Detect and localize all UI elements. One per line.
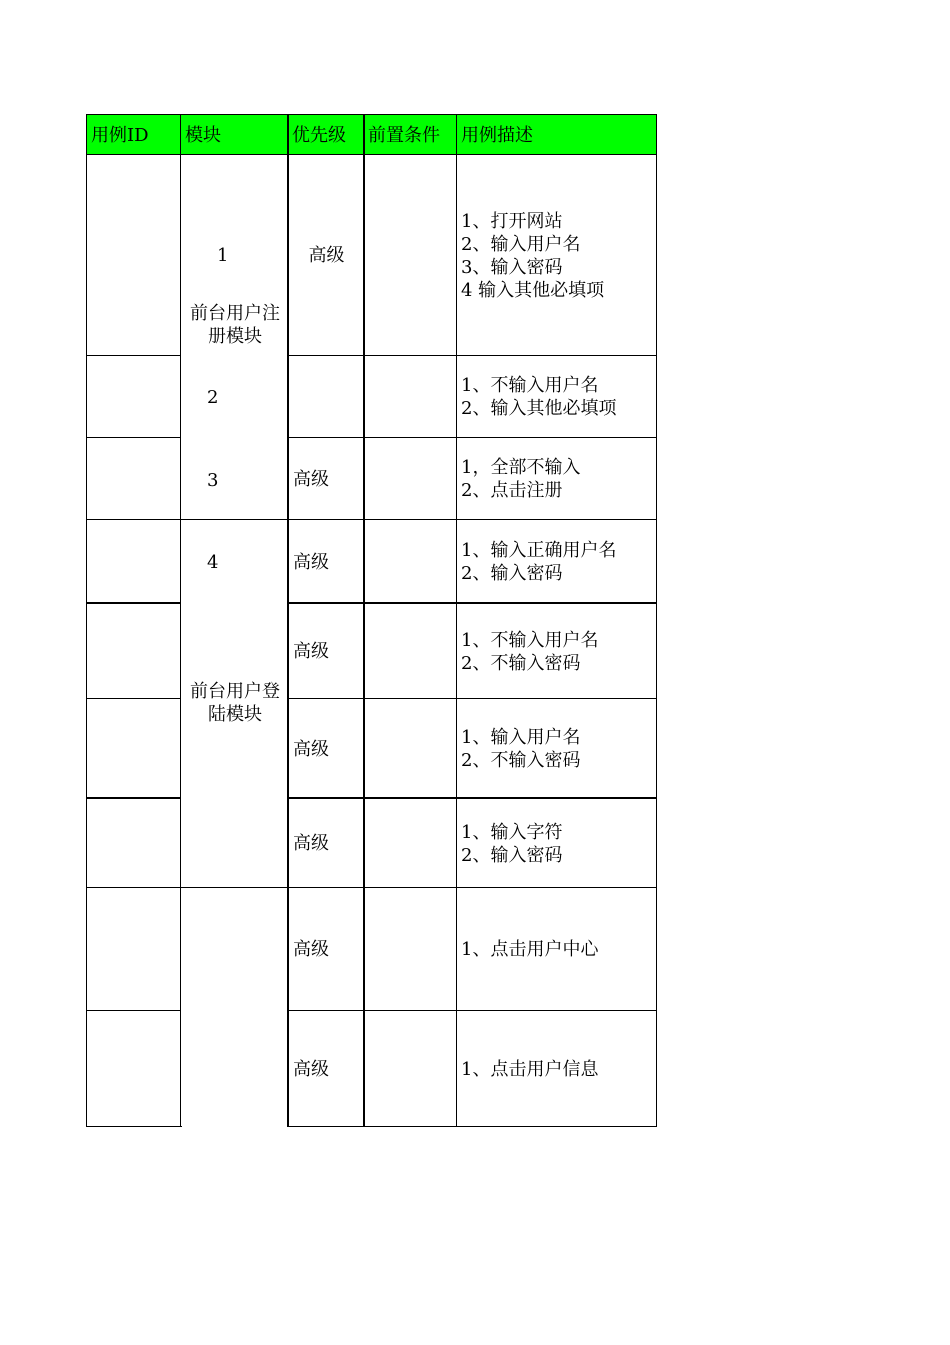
priority-cell[interactable] (289, 1011, 364, 1127)
header-precondition-label: 前置条件 (368, 124, 440, 146)
grid-line (288, 887, 657, 888)
module-mark: 2 (207, 387, 219, 408)
header-description[interactable] (457, 115, 656, 155)
grid-line (86, 1126, 182, 1127)
grid-line (288, 1126, 657, 1127)
priority-value: 高级 (293, 468, 329, 490)
grid-line (288, 1010, 657, 1011)
grid-line (86, 437, 181, 438)
description-text: 1、不输入用户名 2、不输入密码 (461, 629, 599, 674)
priority-cell[interactable] (289, 799, 364, 888)
priority-value: 高级 (293, 551, 329, 573)
grid-line (288, 437, 657, 438)
priority-cell[interactable] (289, 699, 364, 799)
module-name-login[interactable]: 前台用户登陆模块 (190, 681, 280, 725)
grid-line (86, 114, 87, 1127)
grid-line (86, 698, 181, 699)
description-cell[interactable] (457, 604, 656, 699)
description-cell[interactable] (457, 1011, 656, 1127)
header-precondition[interactable] (364, 115, 457, 155)
description-text: 1、输入正确用户名 2、输入密码 (461, 540, 617, 584)
module-mark: 3 (207, 470, 219, 491)
header-description-label: 用例描述 (461, 124, 533, 146)
grid-line (288, 698, 657, 699)
description-text: 1、点击用户中心 (461, 939, 599, 960)
grid-line (363, 114, 365, 1127)
description-cell[interactable] (457, 799, 656, 888)
header-case-id[interactable] (87, 115, 181, 155)
module-mark: 1 (217, 245, 229, 266)
priority-cell[interactable] (289, 356, 364, 438)
description-text: 1、输入用户名 2、不输入密码 (461, 727, 581, 771)
priority-value: 高级 (293, 939, 329, 960)
grid-line (86, 797, 181, 799)
header-priority[interactable] (288, 115, 364, 155)
grid-line (288, 602, 657, 604)
description-cell[interactable] (457, 888, 656, 1011)
header-case-id-label: 用例ID (91, 124, 149, 146)
grid-line (288, 355, 657, 356)
description-text: 1、点击用户信息 (461, 1058, 599, 1080)
grid-line (180, 114, 181, 1127)
description-text: 1、输入字符 2、输入密码 (461, 821, 563, 866)
grid-line (287, 114, 289, 1127)
header-priority-label: 优先级 (292, 124, 346, 146)
priority-cell[interactable] (289, 438, 364, 520)
grid-line (288, 797, 657, 799)
description-text: 1、不输入用户名 2、输入其他必填项 (461, 375, 617, 419)
header-module[interactable] (181, 115, 288, 155)
priority-value: 高级 (308, 245, 345, 266)
grid-line (181, 519, 289, 520)
module-name-register[interactable]: 前台用户注册模块 (190, 303, 280, 347)
description-cell[interactable] (457, 356, 656, 438)
grid-line (86, 355, 181, 356)
precondition-cell[interactable] (364, 155, 457, 1127)
priority-value: 高级 (293, 1058, 329, 1080)
description-cell[interactable] (457, 520, 656, 604)
grid-line (86, 602, 181, 604)
grid-line (86, 887, 181, 888)
description-cell[interactable] (457, 438, 656, 520)
grid-line (86, 154, 657, 155)
priority-cell[interactable] (289, 520, 364, 604)
header-module-label: 模块 (185, 124, 221, 146)
priority-cell[interactable] (289, 888, 364, 1011)
priority-value: 高级 (293, 833, 329, 854)
grid-line (288, 519, 657, 520)
description-cell[interactable] (457, 699, 656, 799)
description-text: 1、打开网站 2、输入用户名 3、输入密码 4 输入其他必填项 (461, 210, 605, 301)
description-text: 1，全部不输入 2、点击注册 (461, 457, 581, 501)
priority-cell[interactable] (289, 155, 364, 356)
grid-line (656, 114, 657, 1127)
grid-line (86, 519, 181, 520)
description-cell[interactable] (457, 155, 656, 356)
priority-value: 高级 (293, 738, 329, 760)
grid-line (181, 887, 289, 888)
grid-line (86, 114, 657, 115)
case-id-cell[interactable] (87, 155, 181, 1127)
priority-value: 高级 (293, 641, 329, 662)
module-mark: 4 (207, 552, 219, 573)
grid-line (456, 114, 457, 1127)
grid-line (86, 1010, 181, 1011)
priority-cell[interactable] (289, 604, 364, 699)
